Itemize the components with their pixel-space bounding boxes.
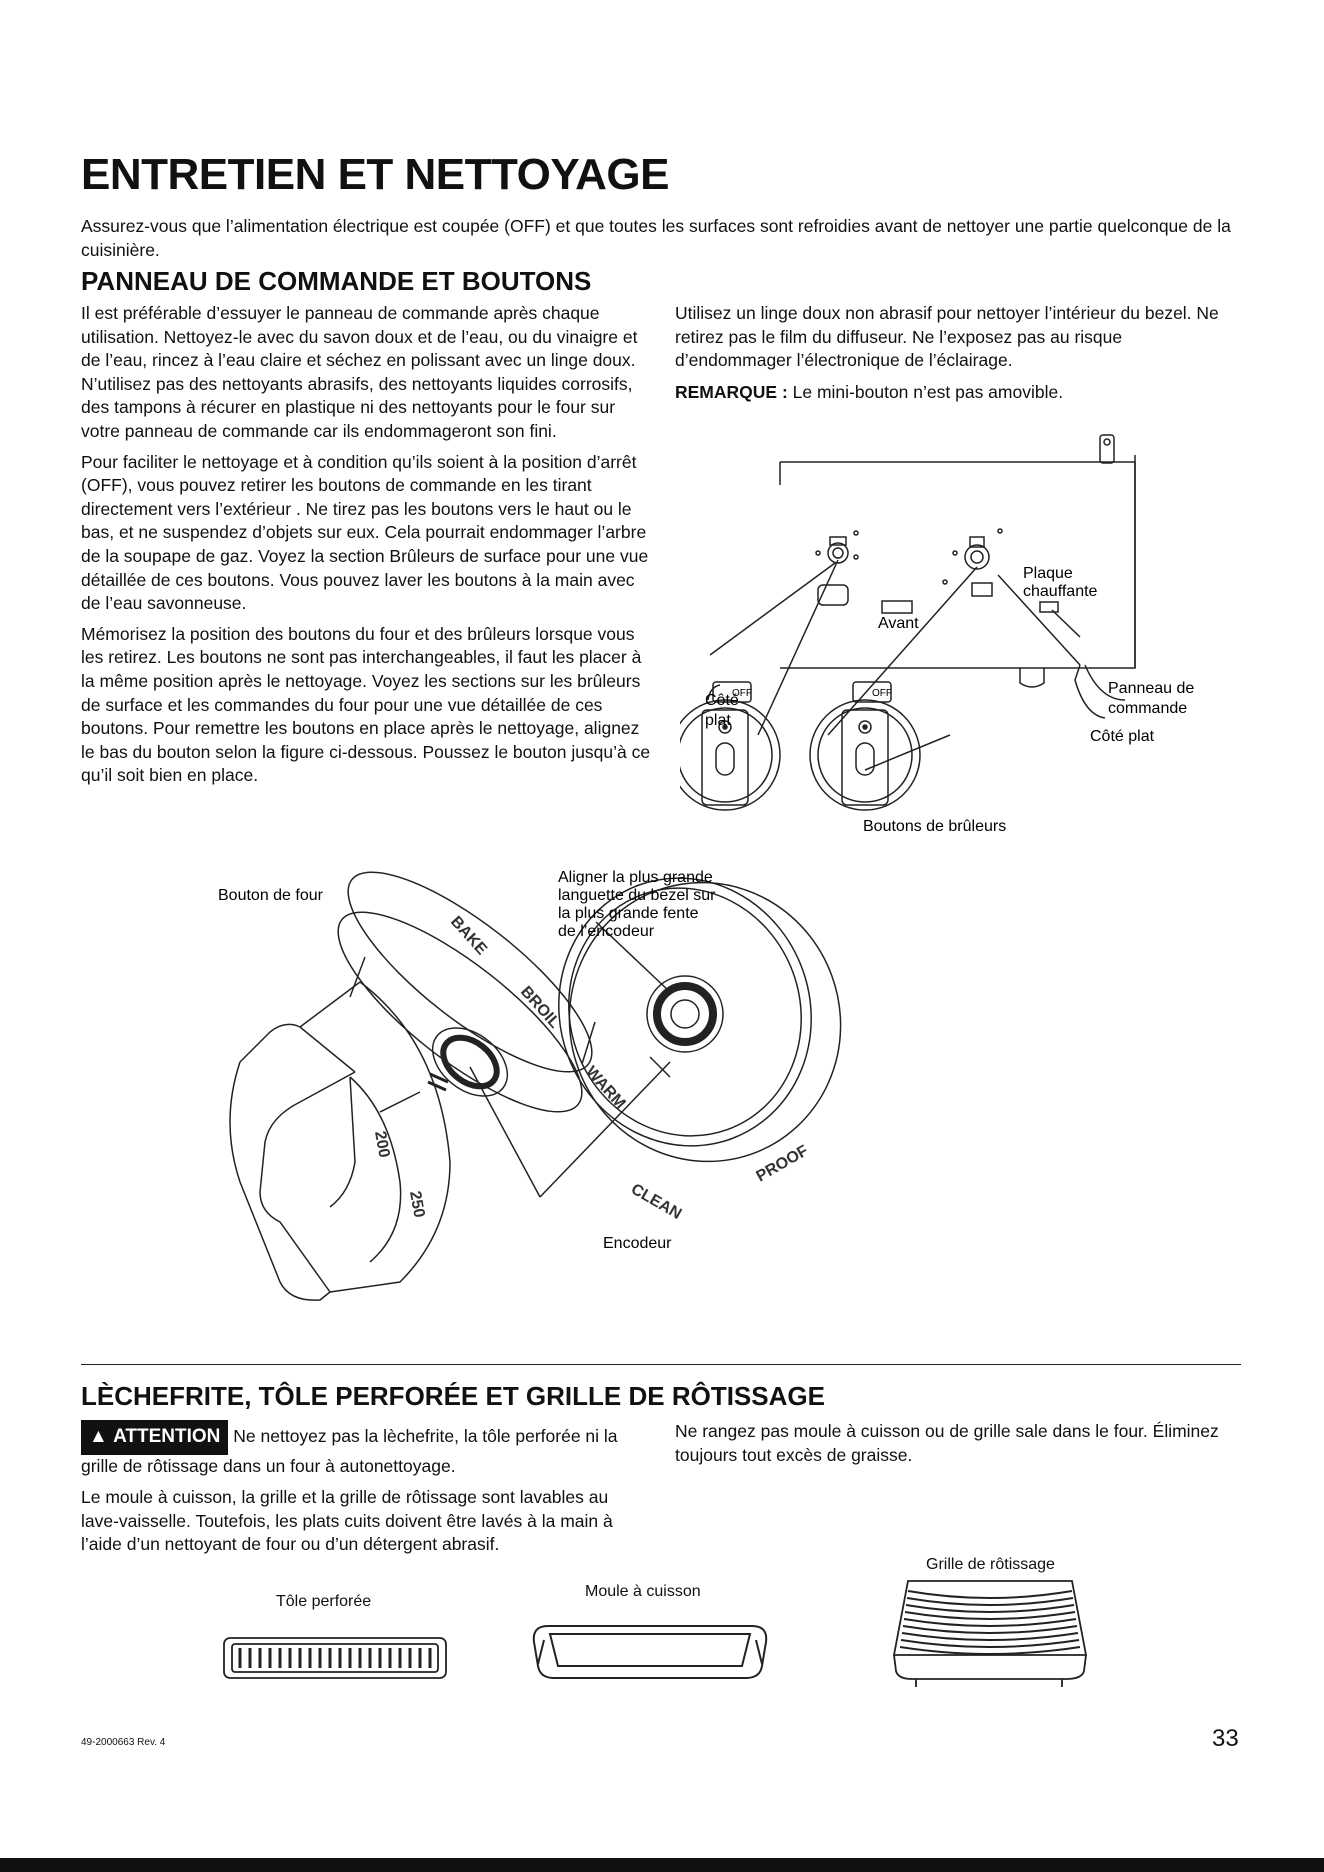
- label-chauffante: chauffante: [1023, 583, 1098, 600]
- warning-text-block: [81, 1420, 651, 1478]
- grill-bar: [908, 1591, 1072, 1598]
- label-plaque: Plaque: [1023, 565, 1073, 582]
- grill-bar: [902, 1633, 1078, 1640]
- dial-proof: PROOF: [753, 1142, 812, 1186]
- oven-knob-figure: [200, 862, 1020, 1342]
- label-align-4: de l’encodeur: [558, 923, 655, 940]
- dial-broil: BROIL: [517, 983, 563, 1032]
- section2-paragraph: Le moule à cuisson, la grille et la grille de rôtissage sont lavables au lave-vaisselle. Toutefois, les plats cuits doivent être lavés à la main à l’aide d’un nettoyant de four ou d’un détergent abrasif.: [81, 1487, 613, 1555]
- grill-bar: [900, 1647, 1080, 1654]
- dial-warm: WARM: [582, 1063, 629, 1113]
- moule-cuisson-drawing: [528, 1620, 772, 1684]
- section2-left: [81, 1420, 651, 1557]
- tole-perforee-drawing: [220, 1632, 452, 1684]
- section-divider: [81, 1364, 1241, 1365]
- label-bouton-four: Bouton de four: [218, 887, 323, 904]
- label-cote-right: Côté plat: [1090, 728, 1155, 745]
- paragraph-1: Il est préférable d’essuyer le panneau de commande après chaque utilisation. Nettoyez-le avec du savon doux et de l’eau, ou du vinaigre et de l’eau, rincez à l’eau claire et séchez en polissant avec un linge doux. N’utilisez pas des nettoyants abrasifs, des nettoyants liquides corrosifs, des tampons à récurer en plastique ni des nettoyants pour le four sur votre panneau de commande car ils endommageront son fini.: [81, 303, 638, 441]
- label-encodeur: Encodeur: [603, 1235, 672, 1252]
- grill-bar: [903, 1626, 1077, 1633]
- grill-bar: [904, 1619, 1076, 1626]
- label-avant: Avant: [878, 615, 919, 632]
- label-align-1: Aligner la plus grande: [558, 869, 713, 886]
- dial-clean: CLEAN: [628, 1180, 685, 1224]
- dial-bake: BAKE: [447, 913, 491, 959]
- paragraph-3: Mémorisez la position des boutons du four et des brûleurs lorsque vous les retirez. Les boutons ne sont pas interchangeables, il faut les placer à la même position après le nettoyage. Voyez les sections sur les brûleurs de surface et les commandes du four pour une vue détaillée de ces boutons. Pour remettre les boutons en place après le nettoyage, alignez le bas du bouton selon la figure ci-dessous. Poussez le bouton jusqu’à ce qu’il soit bien en place.: [81, 623, 651, 786]
- attention-badge: ▲ ATTENTION: [81, 1420, 228, 1455]
- label-tole: Tôle perforée: [276, 1593, 372, 1610]
- note-label: REMARQUE :: [675, 381, 788, 402]
- label-align-3: la plus grande fente: [558, 905, 699, 922]
- label-moule: Moule à cuisson: [585, 1583, 701, 1600]
- section-heading-lechefrite: LÈCHEFRITE, TÔLE PERFORÉE ET GRILLE DE RÔTISSAGE: [81, 1381, 825, 1411]
- right-column: [675, 302, 1220, 404]
- control-panel-figure: [680, 425, 1240, 845]
- label-grille: Grille de rôtissage: [926, 1556, 1055, 1573]
- warning-text: Ne nettoyez pas la lèchefrite, la tôle perforée ni la grille de rôtissage dans un four à autonettoyage.: [81, 1426, 618, 1476]
- dial-250: 250: [406, 1189, 428, 1219]
- label-align-2: languette du bezel sur: [558, 887, 716, 904]
- off-label-right: OFF: [872, 688, 892, 699]
- grill-bar: [906, 1605, 1074, 1612]
- note: [675, 381, 1220, 405]
- paragraph-2: Pour faciliter le nettoyage et à condition qu’ils soient à la position d’arrêt (OFF), vous pouvez retirer les boutons de commande en les tirant directement vers l’extérieur . Ne tirez pas les boutons vers le haut ou le bas, et ne suspendez d’objets sur eux. Cela pourrait endommager l’arbre de la soupape de gaz. Voyez la section Brûleurs de surface pour une vue détaillée de ces boutons. Vous pouvez laver les boutons à la main avec de l’eau savonneuse.: [81, 451, 649, 614]
- off-label-left: OFF: [732, 688, 752, 699]
- note-text: Le mini-bouton n’est pas amovible.: [787, 381, 1064, 402]
- label-cote-left-1: Côté: [705, 692, 739, 709]
- doc-number: 49-2000663 Rev. 4: [81, 1737, 166, 1748]
- label-boutons: Boutons de brûleurs: [863, 818, 1007, 835]
- dial-200: 200: [371, 1129, 393, 1159]
- right-paragraph: Utilisez un linge doux non abrasif pour nettoyer l’intérieur du bezel. Ne retirez pas le film du diffuseur. Ne l’exposez pas au risque d’endommager l’électronique de l’éclairage.: [675, 303, 1219, 371]
- intro-text: Assurez-vous que l’alimentation électrique est coupée (OFF) et que toutes les surfaces sont refroidies avant de nettoyer une partie quelconque de la cuisinière.: [81, 216, 1231, 260]
- attention-label: ATTENTION: [113, 1426, 221, 1447]
- left-column: [81, 302, 651, 788]
- page-number: 33: [1212, 1725, 1239, 1752]
- section2-right-paragraph: Ne rangez pas moule à cuisson ou de grille sale dans le four. Éliminez toujours tout excès de graisse.: [675, 1421, 1219, 1465]
- section-heading-panneau: PANNEAU DE COMMANDE ET BOUTONS: [81, 266, 592, 296]
- grill-bar: [907, 1598, 1073, 1605]
- grill-bar: [905, 1612, 1075, 1619]
- grille-rotissage-drawing: [886, 1575, 1092, 1691]
- label-panneau-1: Panneau de: [1108, 680, 1195, 697]
- label-panneau-2: commande: [1108, 700, 1188, 717]
- grill-bar: [901, 1640, 1079, 1647]
- page-title: ENTRETIEN ET NETTOYAGE: [81, 150, 669, 199]
- bottom-border: [0, 1858, 1324, 1872]
- label-cote-left-2: plat: [705, 712, 731, 729]
